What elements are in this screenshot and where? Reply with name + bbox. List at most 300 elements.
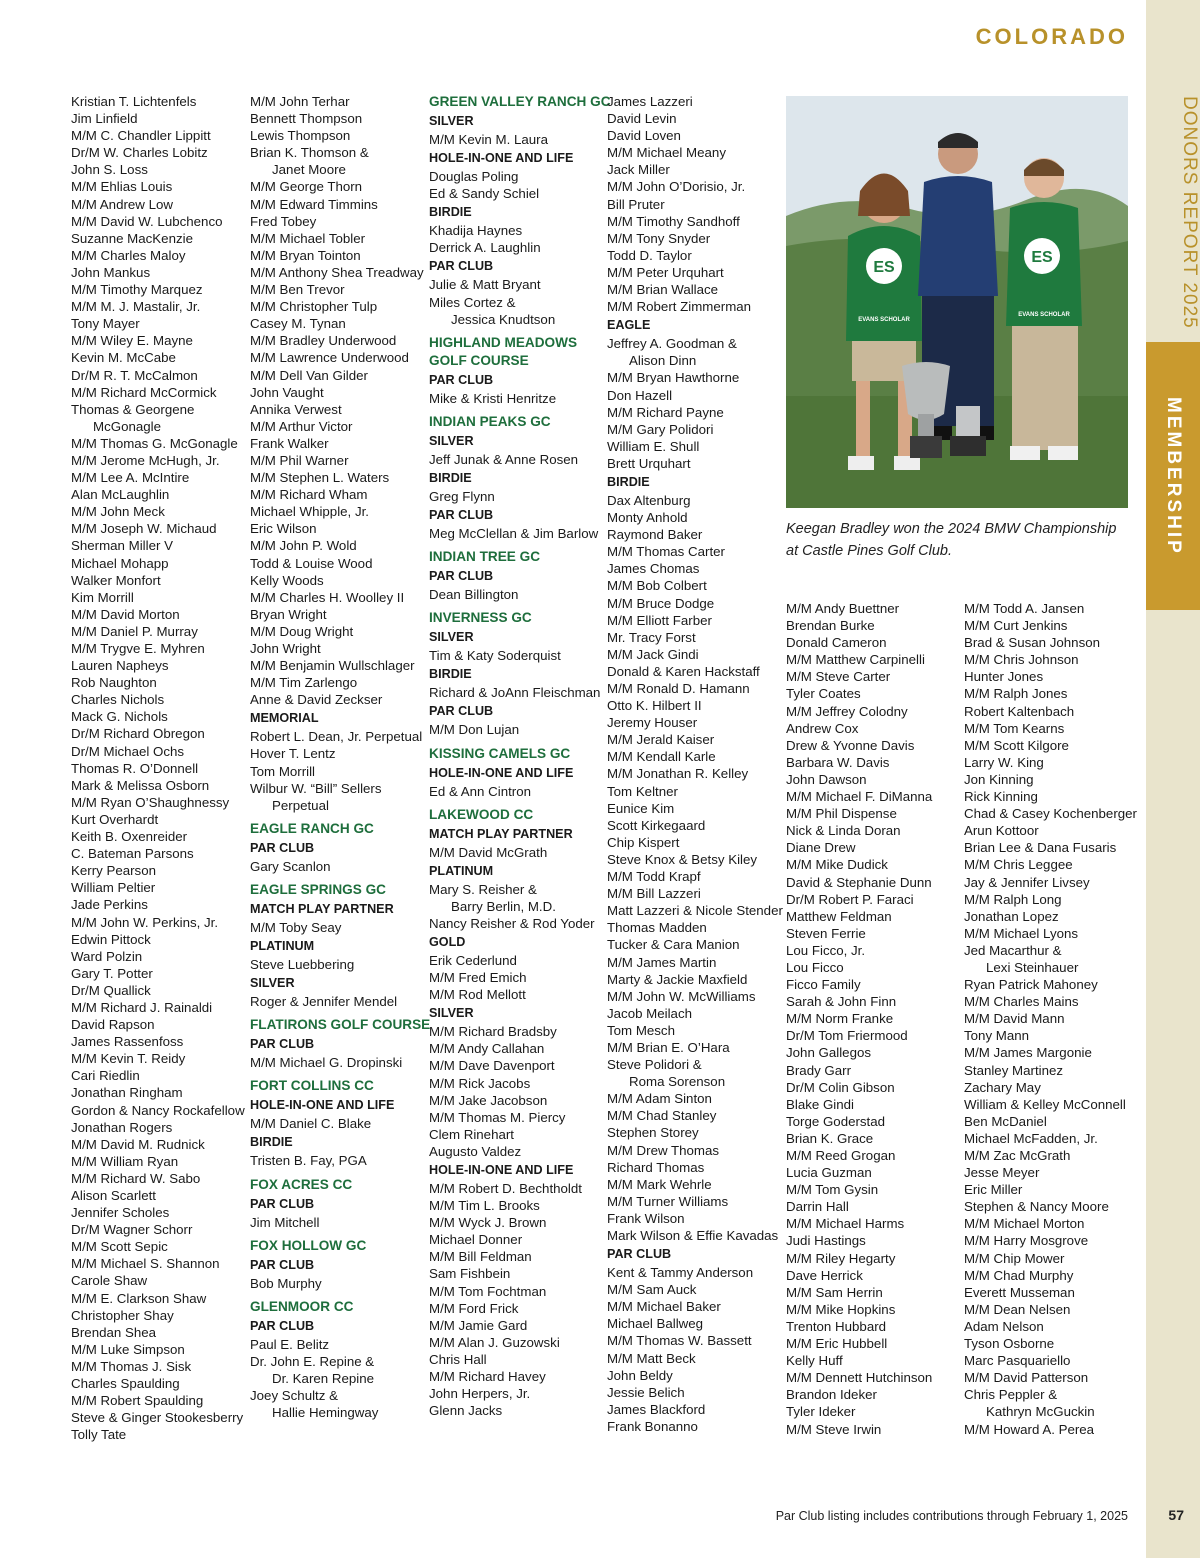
donor-name: Jeffrey A. Goodman & (607, 336, 737, 352)
donor-name: Ward Polzin (71, 948, 143, 964)
donor-name: Chad & Casey Kochenberger (964, 806, 1137, 822)
donor-name-continued: Alison Dinn (629, 353, 697, 369)
donor-name: Jennifer Scholes (71, 1205, 170, 1221)
donor-name: M/M Wyck J. Brown (429, 1215, 547, 1231)
donor-name: M/M Zac McGrath (964, 1148, 1071, 1163)
donor-name: M/M Robert Zimmerman (607, 299, 752, 315)
donor-name: Steven Ferrie (786, 925, 866, 941)
donor-name: Ben McDaniel (964, 1113, 1047, 1129)
donor-name: Lucia Guzman (786, 1165, 872, 1181)
vest-text-right: EVANS SCHOLAR (1018, 312, 1070, 318)
donor-name: Stanley Martinez (964, 1062, 1064, 1078)
giving-level: HOLE-IN-ONE AND LIFE (429, 765, 574, 780)
giving-level: PAR CLUB (250, 1318, 315, 1333)
donor-name: Michael Whipple, Jr. (250, 504, 369, 520)
donor-name: Tom Mesch (607, 1022, 675, 1038)
donor-name: M/M John Terhar (250, 94, 350, 109)
donor-name: Dr/M Tom Friermood (786, 1028, 908, 1044)
donor-name: John Beldy (607, 1367, 673, 1383)
donor-name: M/M Chris Johnson (964, 652, 1079, 668)
donor-name: Hunter Jones (964, 669, 1044, 685)
donor-name-continued: Kathryn McGuckin (986, 1404, 1095, 1420)
giving-level: PAR CLUB (250, 1196, 315, 1211)
donor-name: M/M Ronald D. Hamann (607, 681, 750, 696)
donor-name: Edwin Pittock (71, 931, 151, 947)
donor-name: Paul E. Belitz (250, 1336, 330, 1352)
donor-name: M/M Richard Bradsby (429, 1024, 557, 1040)
donor-name: Tolly Tate (71, 1427, 127, 1443)
donor-name: M/M E. Clarkson Shaw (71, 1290, 207, 1306)
donor-name: M/M Norm Franke (786, 1011, 894, 1027)
donor-name: Tony Mayer (71, 316, 140, 332)
donor-name: Rob Naughton (71, 675, 157, 691)
donor-name: Blake Gindi (786, 1096, 854, 1112)
donor-name: William E. Shull (607, 438, 700, 454)
donor-name: Brett Urquhart (607, 455, 691, 471)
donor-name: Roger & Jennifer Mendel (250, 994, 398, 1010)
giving-level: PAR CLUB (429, 704, 494, 719)
donor-name: Jacob Meilach (607, 1005, 692, 1021)
donor-name: Robert Kaltenbach (964, 703, 1075, 719)
giving-level: PAR CLUB (250, 840, 315, 855)
donor-name: Steve Polidori & (607, 1057, 702, 1073)
donor-name: M/M Alan J. Guzowski (429, 1334, 560, 1350)
donor-name: M/M Mike Dudick (786, 857, 888, 873)
donor-name: M/M Brian E. O’Hara (607, 1039, 730, 1055)
donor-name: M/M Jonathan R. Kelley (607, 766, 749, 782)
donor-name: Chris Peppler & (964, 1387, 1058, 1403)
donor-name: M/M Scott Sepic (71, 1239, 168, 1255)
donor-name: M/M Richard McCormick (71, 384, 217, 400)
donor-name: James Blackford (607, 1401, 706, 1417)
club-heading: FORT COLLINS CC (250, 1078, 374, 1094)
donor-name: Clem Rinehart (429, 1126, 514, 1142)
donor-name: Christopher Shay (71, 1307, 174, 1323)
donor-name: Brendan Burke (786, 618, 875, 634)
donor-name: Tristen B. Fay, PGA (250, 1153, 367, 1169)
photo-caption: Keegan Bradley won the 2024 BMW Championship at Castle Pines Golf Club. (786, 521, 1117, 559)
donor-name: Brady Garr (786, 1062, 852, 1078)
donor-name: M/M Eric Hubbell (786, 1336, 888, 1352)
donor-name: Dave Herrick (786, 1267, 863, 1283)
donor-name: Kent & Tammy Anderson (607, 1265, 754, 1281)
donor-name: Alan McLaughlin (71, 487, 170, 503)
club-heading: INDIAN TREE GC (429, 549, 541, 565)
donor-name: Casey M. Tynan (250, 316, 346, 332)
donor-name: Walker Monfort (71, 572, 161, 588)
donor-name: Kristian T. Lichtenfels (71, 94, 197, 109)
donor-name: Jim Linfield (71, 111, 138, 127)
donor-name: Michael Donner (429, 1232, 523, 1248)
donor-name: M/M Timothy Sandhoff (607, 213, 740, 229)
donor-name: Todd & Louise Wood (250, 555, 373, 571)
donor-name: M/M Robert D. Bechtholdt (429, 1181, 582, 1196)
club-heading: GOLF COURSE (429, 352, 529, 368)
donor-name: Darrin Hall (786, 1199, 849, 1215)
donor-name: Andrew Cox (786, 720, 859, 736)
donor-name: M/M Ford Frick (429, 1300, 519, 1316)
donor-name: Julie & Matt Bryant (429, 277, 541, 293)
giving-level: PAR CLUB (607, 1247, 672, 1262)
vest-logo-left: ES (873, 259, 895, 276)
donor-name: M/M Dean Nelsen (964, 1301, 1071, 1317)
donor-name: John Vaught (250, 384, 324, 400)
donor-name: Dr/M W. Charles Lobitz (71, 145, 208, 161)
giving-level: MATCH PLAY PARTNER (429, 826, 573, 841)
donor-name: M/M Charles Mains (964, 994, 1079, 1010)
page-number: 57 (1168, 1507, 1184, 1523)
donor-name: M/M John O’Dorisio, Jr. (607, 179, 746, 195)
donor-name: M/M Matt Beck (607, 1350, 696, 1366)
donor-name: John Mankus (71, 264, 151, 280)
donor-name: M/M Michael Harms (786, 1216, 905, 1232)
donor-name: Bob Murphy (250, 1275, 322, 1291)
donor-name: Jon Kinning (964, 771, 1034, 787)
giving-level: BIRDIE (250, 1135, 293, 1150)
donor-name: Jonathan Lopez (964, 908, 1059, 924)
donor-name: Scott Kirkegaard (607, 817, 706, 833)
donor-name: M/M Tom Fochtman (429, 1283, 547, 1299)
donor-name: Dr/M R. T. McCalmon (71, 367, 198, 383)
donor-name: M/M James Martin (607, 954, 717, 970)
donor-name: M/M Edward Timmins (250, 196, 378, 212)
photo-illustration (786, 96, 1128, 508)
donor-name: James Rassenfoss (71, 1034, 184, 1050)
donor-name: M/M Matthew Carpinelli (786, 652, 925, 668)
donor-name: Anne & David Zeckser (250, 692, 383, 708)
donor-name: Jay & Jennifer Livsey (964, 874, 1090, 890)
donor-name: Diane Drew (786, 840, 856, 856)
donor-name: Sherman Miller V (71, 538, 173, 554)
donor-name: Steve Luebbering (250, 957, 355, 973)
donor-name: Donald Cameron (786, 635, 887, 651)
donor-name: Kurt Overhardt (71, 811, 159, 827)
giving-level: MATCH PLAY PARTNER (250, 901, 394, 916)
donor-name: Frank Bonanno (607, 1418, 698, 1434)
donor-name: Tony Mann (964, 1028, 1030, 1044)
donor-name: Steve & Ginger Stookesberry (71, 1410, 244, 1426)
donor-name: Trenton Hubbard (786, 1318, 887, 1334)
donor-name: Marc Pasquariello (964, 1353, 1071, 1369)
donor-name: M/M Howard A. Perea (964, 1421, 1095, 1437)
donor-name: Don Hazell (607, 387, 673, 403)
donor-name: Kevin M. McCabe (71, 350, 176, 366)
donor-name: M/M Bob Colbert (607, 578, 707, 594)
donor-name: Nick & Linda Doran (786, 823, 901, 839)
donor-name: Alison Scarlett (71, 1188, 156, 1203)
donor-name: M/M Charles Maloy (71, 247, 186, 263)
donor-name: M/M Scott Kilgore (964, 737, 1069, 753)
donor-name: Khadija Haynes (429, 223, 523, 239)
donor-name: M/M M. J. Mastalir, Jr. (71, 299, 201, 315)
giving-level: SILVER (250, 976, 295, 991)
donor-name: M/M Mike Hopkins (786, 1301, 896, 1317)
donor-name: Zachary May (964, 1079, 1041, 1095)
giving-level: PAR CLUB (429, 569, 494, 584)
donor-name: Otto K. Hilbert II (607, 698, 702, 714)
donor-name: M/M Thomas M. Piercy (429, 1109, 566, 1125)
donor-name: M/M Andy Callahan (429, 1041, 545, 1057)
donor-name: M/M Andy Buettner (786, 601, 900, 616)
side-section-tab: MEMBERSHIP (1146, 342, 1200, 610)
donor-name: M/M Tom Kearns (964, 720, 1065, 736)
giving-level: PAR CLUB (429, 259, 494, 274)
giving-level: GOLD (429, 934, 466, 949)
donor-name: Nancy Reisher & Rod Yoder (429, 915, 595, 931)
donor-name: Torge Goderstad (786, 1113, 886, 1129)
donor-name: Kelly Huff (786, 1353, 843, 1369)
giving-level: PLATINUM (250, 939, 315, 954)
donor-name: M/M Daniel C. Blake (250, 1116, 372, 1132)
donor-column-4 (607, 93, 783, 1435)
donor-name: Jeremy Houser (607, 715, 698, 731)
donor-name: M/M Michael F. DiManna (786, 789, 933, 805)
donor-name: Monty Anhold (607, 510, 688, 526)
donor-name: William Peltier (71, 880, 156, 896)
donor-name: M/M David McGrath (429, 844, 548, 860)
donor-name: M/M Robert Spaulding (71, 1393, 204, 1409)
club-heading: KISSING CAMELS GC (429, 745, 571, 761)
donor-name: M/M Adam Sinton (607, 1091, 712, 1107)
donor-name: Gordon & Nancy Rockafellow (71, 1102, 245, 1118)
donor-name: M/M Turner Williams (607, 1193, 729, 1209)
vest-text-left: EVANS SCHOLAR (858, 317, 910, 323)
donor-name: M/M Daniel P. Murray (71, 623, 198, 639)
donor-name: M/M Lee A. McIntire (71, 470, 190, 486)
giving-level: SILVER (429, 1006, 474, 1021)
club-heading: LAKEWOOD CC (429, 806, 534, 822)
giving-level: PAR CLUB (250, 1257, 315, 1272)
donor-name-continued: Perpetual (272, 797, 329, 813)
donor-column-5 (786, 600, 956, 1438)
donor-name: Ed & Sandy Schiel (429, 186, 540, 202)
donor-name: M/M Benjamin Wullschlager (250, 658, 415, 674)
donor-name-continued: Barry Berlin, M.D. (451, 898, 556, 914)
giving-level: BIRDIE (429, 205, 472, 220)
donor-name: Charles Spaulding (71, 1376, 180, 1392)
donor-name: Hover T. Lentz (250, 746, 336, 762)
donor-name: Dr/M Colin Gibson (786, 1079, 895, 1095)
donor-name: Mark & Melissa Osborn (71, 777, 210, 793)
donor-name: Miles Cortez & (429, 294, 516, 310)
donor-name: Dr/M Quallick (71, 982, 151, 998)
donor-name: Ryan Patrick Mahoney (964, 977, 1098, 993)
donor-name: M/M Steve Irwin (786, 1421, 882, 1437)
donor-name: Dr. John E. Repine & (250, 1353, 375, 1369)
club-heading: FOX HOLLOW GC (250, 1237, 367, 1253)
donor-name: C. Bateman Parsons (71, 846, 194, 862)
donor-name: Brandon Ideker (786, 1387, 877, 1403)
side-report-label: DONORS REPORT 2025 (1179, 95, 1200, 329)
donor-name: M/M Elliott Farber (607, 612, 712, 628)
donor-name: M/M Bryan Hawthorne (607, 370, 740, 386)
donor-name: Stephen Storey (607, 1125, 699, 1141)
giving-level: HOLE-IN-ONE AND LIFE (250, 1098, 395, 1113)
donor-name: M/M Rick Jacobs (429, 1075, 531, 1091)
donor-name: Lewis Thompson (250, 128, 351, 144)
giving-level: HOLE-IN-ONE AND LIFE (429, 1163, 574, 1177)
donor-name: Tyson Osborne (964, 1336, 1055, 1352)
donor-name: M/M Dennett Hutchinson (786, 1370, 933, 1386)
donor-name: M/M Kevin M. Laura (429, 132, 548, 147)
club-heading: EAGLE SPRINGS GC (250, 881, 386, 897)
giving-level: MEMORIAL (250, 711, 319, 726)
donor-name: Jonathan Rogers (71, 1119, 173, 1135)
donor-name: M/M Michael Morton (964, 1216, 1085, 1232)
donor-name: M/M William Ryan (71, 1153, 179, 1169)
donor-column-1 (71, 93, 245, 1443)
donor-name: Arun Kottoor (964, 823, 1039, 839)
donor-name: William & Kelley McConnell (964, 1096, 1126, 1112)
giving-level: BIRDIE (429, 470, 472, 485)
donor-name: Robert L. Dean, Jr. Perpetual (250, 729, 423, 745)
donor-name: Brian K. Grace (786, 1130, 874, 1146)
donor-name: Donald & Karen Hackstaff (607, 663, 760, 679)
donor-name: M/M Richard Wham (250, 487, 368, 503)
vest-logo-right: ES (1031, 249, 1053, 266)
donor-name: Lauren Napheys (71, 658, 169, 674)
donor-name: M/M Luke Simpson (71, 1341, 185, 1357)
donor-name: Jessie Belich (607, 1384, 685, 1400)
donor-name: Tyler Ideker (786, 1404, 856, 1420)
giving-level: BIRDIE (607, 474, 650, 489)
donor-name: M/M Bradley Underwood (250, 333, 397, 349)
giving-level: SILVER (429, 630, 474, 645)
donor-name: Augusto Valdez (429, 1143, 522, 1159)
donor-name: M/M Sam Auck (607, 1282, 697, 1298)
club-heading: FLATIRONS GOLF COURSE (250, 1017, 431, 1033)
donor-name-continued: Roma Sorenson (629, 1074, 726, 1090)
donor-name: M/M Joseph W. Michaud (71, 521, 217, 537)
club-heading: GLENMOOR CC (250, 1298, 354, 1314)
donor-name: Jonathan Ringham (71, 1085, 183, 1101)
donor-name: M/M Doug Wright (250, 623, 354, 639)
donor-name: Brendan Shea (71, 1324, 157, 1340)
donor-name: M/M Anthony Shea Treadway (250, 264, 424, 280)
donor-name-continued: McGonagle (93, 418, 161, 434)
donor-name: M/M Sam Herrin (786, 1284, 883, 1300)
donor-name: Keith B. Oxenreider (71, 829, 188, 845)
donor-name: Brian K. Thomson & (250, 145, 369, 161)
donor-name: M/M Chip Mower (964, 1250, 1065, 1266)
donor-name: Judi Hastings (786, 1233, 866, 1249)
donor-name: M/M Bryan Tointon (250, 247, 361, 263)
championship-photo (786, 96, 1128, 508)
donor-name: M/M Jack Gindi (607, 646, 699, 662)
donor-name: Douglas Poling (429, 169, 519, 185)
donor-name: Greg Flynn (429, 488, 495, 504)
donor-name: M/M Thomas Carter (607, 544, 725, 560)
donor-name: Todd D. Taylor (607, 247, 692, 263)
donor-name: Frank Walker (250, 435, 329, 451)
donor-name: M/M Toby Seay (250, 919, 342, 935)
donor-name-continued: Jessica Knudtson (451, 311, 556, 327)
donor-column-6 (964, 600, 1137, 1438)
donor-name: M/M David M. Rudnick (71, 1136, 205, 1152)
donor-column-2 (250, 93, 431, 1421)
donor-name: Marty & Jackie Maxfield (607, 971, 748, 987)
donor-name: John Herpers, Jr. (429, 1386, 531, 1402)
donor-name: Tucker & Cara Manion (607, 937, 740, 953)
donor-name: Mary S. Reisher & (429, 881, 537, 897)
donor-name: Mack G. Nichols (71, 709, 168, 725)
club-heading: FOX ACRES CC (250, 1176, 353, 1192)
donor-name: Dax Altenburg (607, 492, 691, 508)
donor-name: M/M Gary Polidori (607, 421, 714, 437)
donor-name: Rick Kinning (964, 789, 1038, 805)
donor-name: M/M James Margonie (964, 1045, 1092, 1061)
donor-name: Michael Mohapp (71, 555, 169, 571)
donor-name: Jim Mitchell (250, 1214, 320, 1230)
donor-name: David Loven (607, 128, 681, 144)
donor-name: M/M Charles H. Woolley II (250, 589, 405, 605)
donor-name-continued: Janet Moore (272, 162, 346, 178)
donor-column-3 (429, 93, 611, 1419)
donor-name: M/M David Morton (71, 606, 180, 622)
donor-name: John Wright (250, 641, 321, 656)
club-heading: INVERNESS GC (429, 610, 532, 626)
donor-name: M/M John W. Perkins, Jr. (71, 914, 219, 930)
donor-name: M/M Jamie Gard (429, 1317, 528, 1333)
donor-name: M/M Thomas W. Bassett (607, 1333, 752, 1349)
donor-name: Carole Shaw (71, 1273, 148, 1289)
donor-name: M/M Jerome McHugh, Jr. (71, 452, 220, 468)
donor-name: Matthew Feldman (786, 908, 892, 924)
donor-name: M/M Timothy Marquez (71, 282, 203, 298)
donor-name: M/M Peter Urquhart (607, 264, 724, 280)
donor-name: M/M Bill Lazzeri (607, 886, 701, 902)
donor-name: M/M Brian Wallace (607, 282, 719, 298)
donor-name: Brian Lee & Dana Fusaris (964, 840, 1117, 856)
club-heading: INDIAN PEAKS GC (429, 413, 551, 429)
donor-name: Lou Ficco, Jr. (786, 942, 866, 958)
donor-name: M/M Ben Trevor (250, 282, 345, 298)
donor-name: M/M Curt Jenkins (964, 618, 1068, 634)
donor-name: M/M Jerald Kaiser (607, 732, 715, 748)
donor-name: M/M Thomas J. Sisk (71, 1358, 192, 1374)
donor-name: M/M David W. Lubchenco (71, 213, 223, 229)
donor-name: M/M Mark Wehrle (607, 1176, 712, 1192)
donor-name: M/M David Patterson (964, 1370, 1089, 1386)
donor-name: M/M Stephen L. Waters (250, 470, 390, 486)
club-heading: EAGLE RANCH GC (250, 820, 374, 836)
donor-name: Kelly Woods (250, 572, 324, 588)
donor-name: M/M Tom Gysin (786, 1182, 879, 1198)
donor-name: Frank Wilson (607, 1210, 685, 1226)
donor-name: M/M Dell Van Gilder (250, 367, 368, 383)
donor-name: Michael Ballweg (607, 1316, 704, 1332)
donor-name: John S. Loss (71, 162, 148, 178)
donor-name: M/M Fred Emich (429, 970, 527, 986)
donor-name: M/M Dave Davenport (429, 1058, 555, 1074)
donor-name: M/M Reed Grogan (786, 1148, 896, 1163)
donor-name: Joey Schultz & (250, 1387, 338, 1403)
giving-level: PAR CLUB (250, 1037, 315, 1052)
donor-name: Drew & Yvonne Davis (786, 737, 915, 753)
donor-name: Eric Wilson (250, 521, 317, 537)
donor-name: Chris Hall (429, 1351, 487, 1367)
giving-level: EAGLE (607, 318, 651, 333)
donor-name: M/M Michael Lyons (964, 925, 1079, 941)
donor-name: M/M Chad Stanley (607, 1108, 717, 1124)
club-heading: GREEN VALLEY RANCH GC (429, 94, 611, 109)
donor-name: Tom Morrill (250, 763, 316, 779)
donor-name: Jack Miller (607, 162, 670, 178)
donor-name: Meg McClellan & Jim Barlow (429, 526, 599, 542)
donor-name: Thomas & Georgene (71, 401, 195, 417)
donor-name: Erik Cederlund (429, 952, 517, 968)
donor-name: M/M Tim Zarlengo (250, 675, 358, 691)
